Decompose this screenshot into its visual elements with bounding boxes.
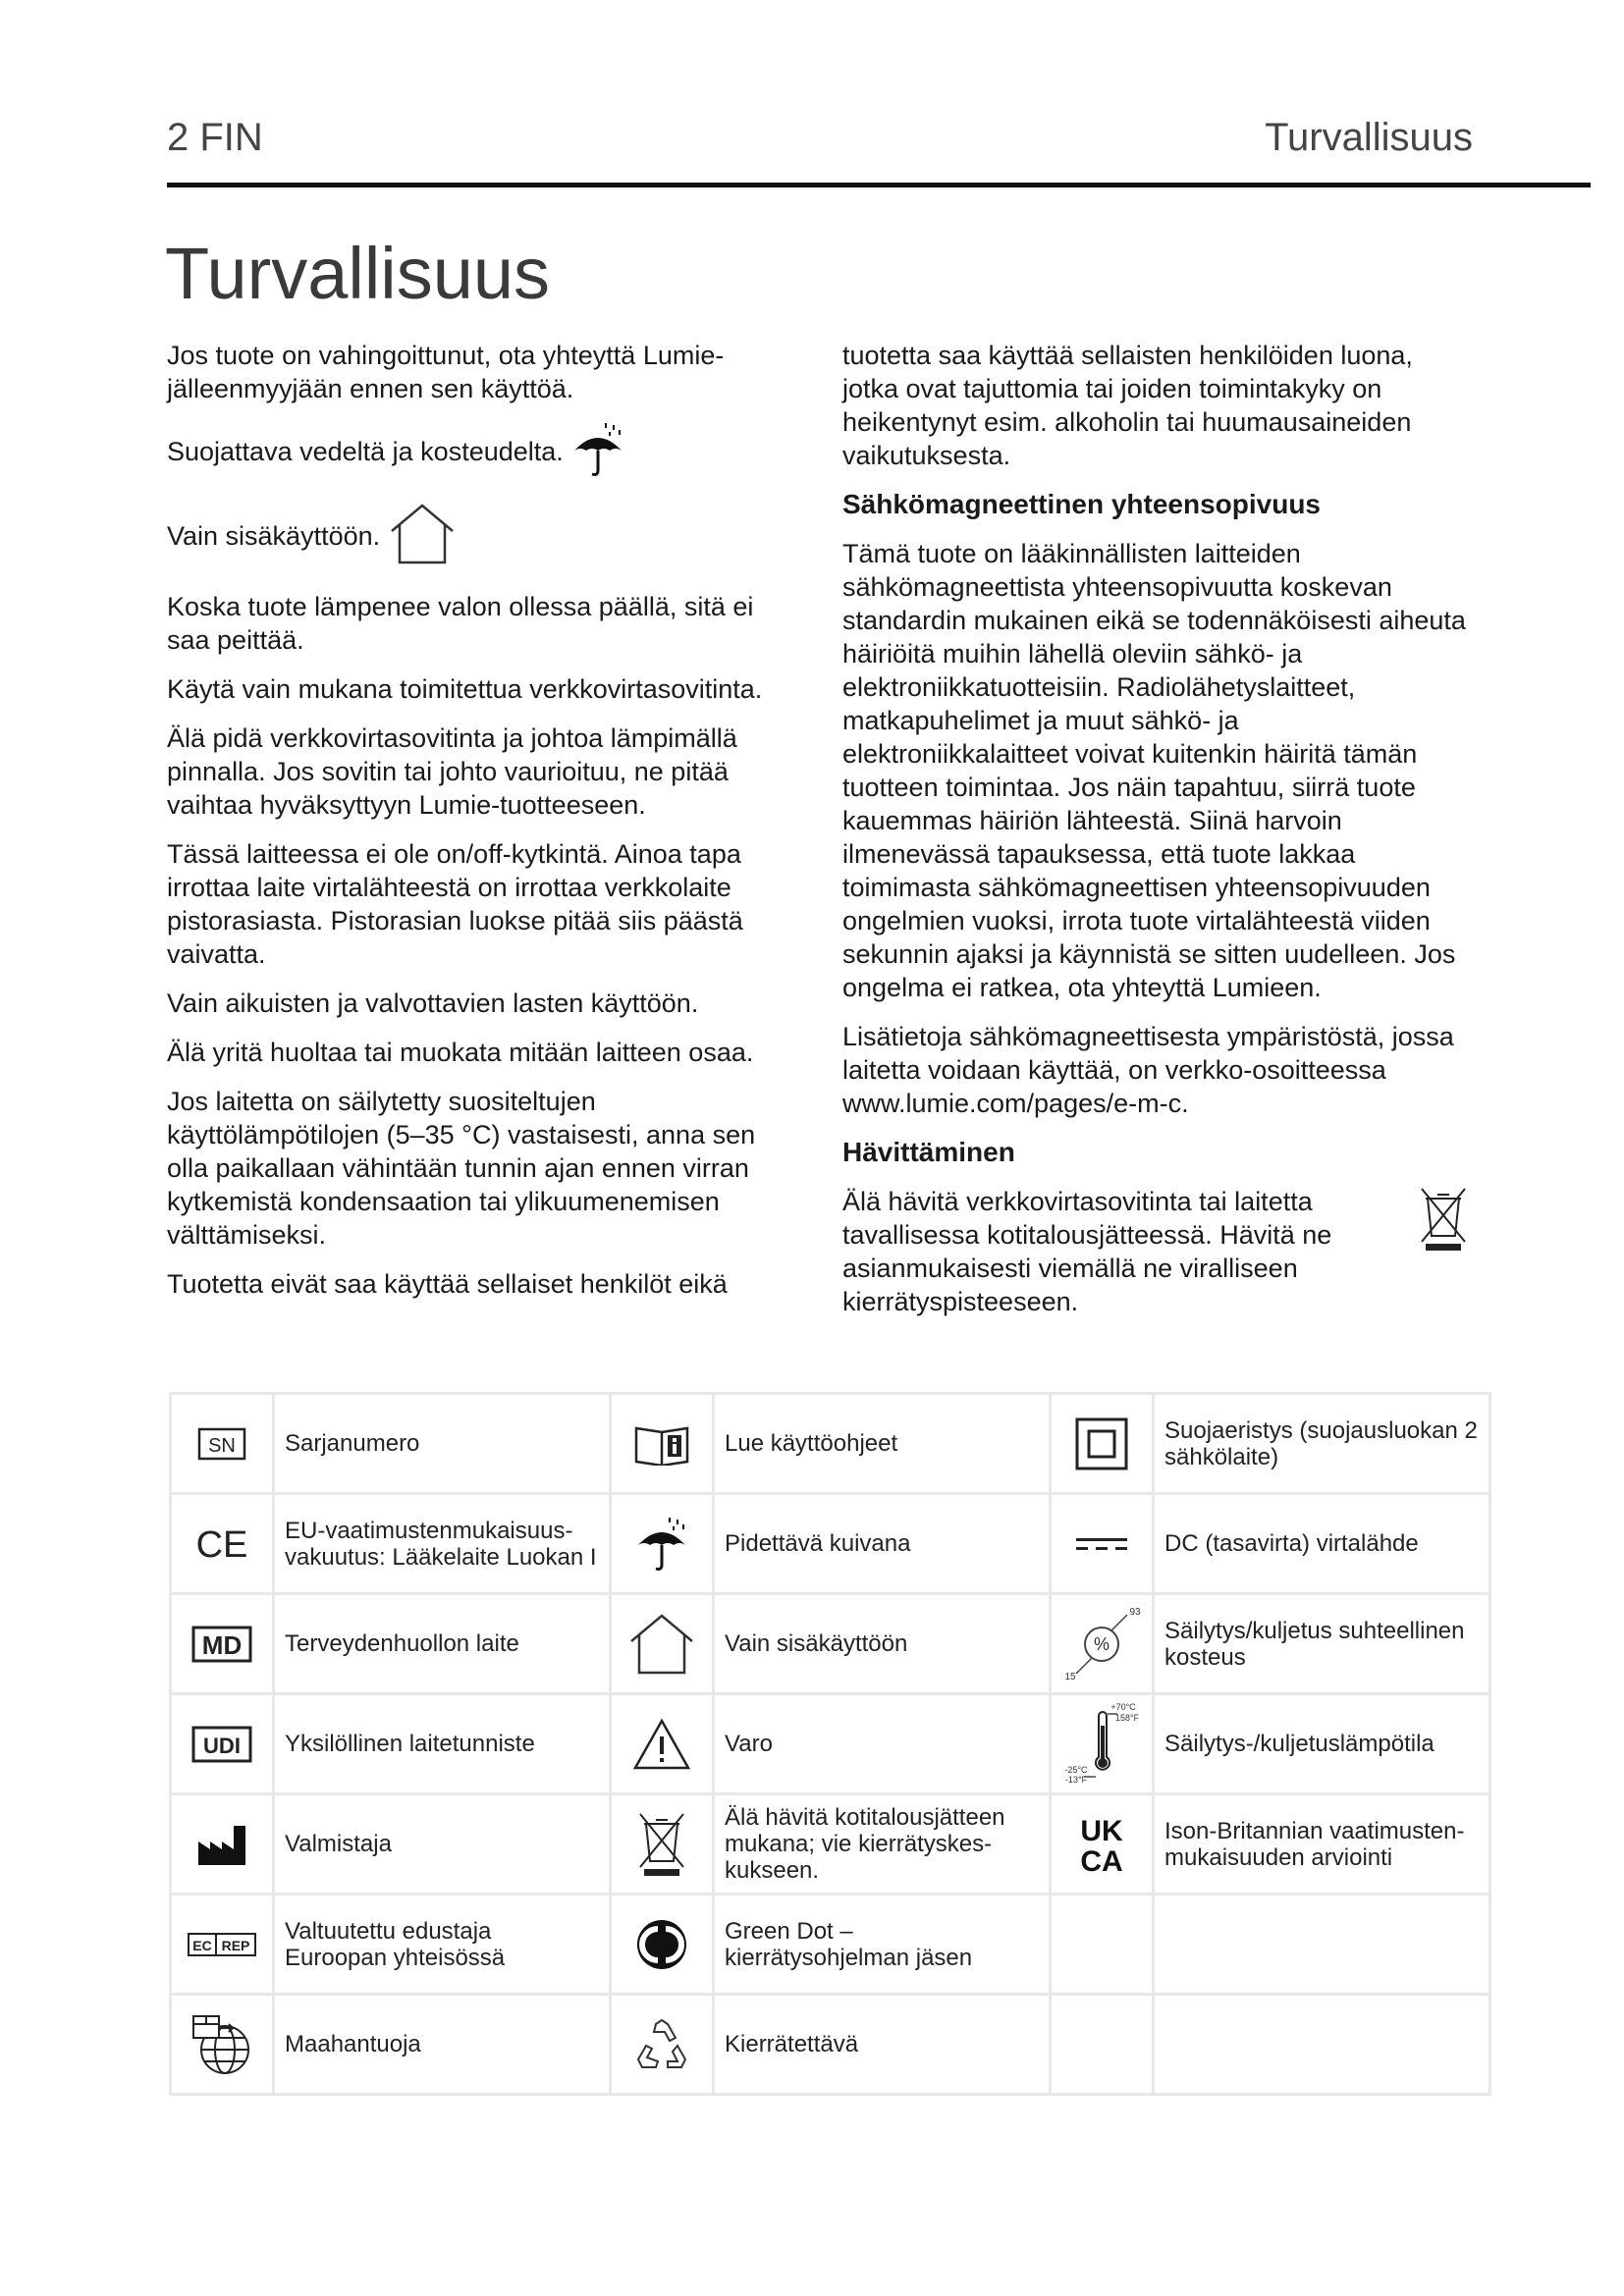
label-read-manual: Lue käyttöohjeet <box>714 1394 1051 1494</box>
caution-icon <box>631 1717 692 1772</box>
symbol-cell <box>171 1594 274 1694</box>
label-indoor-only: Vain sisäkäyttöön <box>714 1594 1051 1694</box>
page-title: Turvallisuus <box>165 233 551 314</box>
symbol-cell <box>611 1594 714 1694</box>
temp-min-c-text: -25°C <box>1064 1764 1088 1775</box>
right-column <box>842 339 1471 1318</box>
humidity-limit-icon <box>1062 1605 1141 1683</box>
green-dot-icon <box>634 1917 689 1972</box>
ec-rep-icon <box>187 1930 257 1959</box>
humidity-min-text: 15 <box>1064 1671 1076 1682</box>
ec-rep-right-text: REP <box>221 1937 250 1953</box>
humidity-percent-text: % <box>1093 1633 1110 1654</box>
empty-cell <box>1154 1995 1490 2095</box>
symbol-cell <box>171 1694 274 1794</box>
importer-icon <box>188 2010 256 2079</box>
symbol-cell <box>611 1794 714 1895</box>
label-dc-supply: DC (tasavirta) virtalähde <box>1154 1494 1490 1594</box>
udi-icon <box>191 1726 252 1763</box>
symbol-cell <box>1051 1394 1154 1494</box>
label-importer: Maahantuoja <box>274 1995 611 2095</box>
ukca-mark-icon <box>1074 1814 1129 1875</box>
label-manufacturer: Valmistaja <box>274 1794 611 1895</box>
empty-cell <box>1051 1995 1154 2095</box>
temperature-limit-icon <box>1062 1702 1141 1787</box>
double-insulation-icon <box>1074 1416 1129 1471</box>
paragraph-emc-info: Lisätietoja sähkömagneettisesta ympäristöstä, jossa laitetta voidaan käyttää, on verkko-osoitteessa www.lumie.com/pages/e-m-c. <box>842 1022 1454 1118</box>
symbol-cell <box>171 1895 274 1995</box>
house-icon <box>388 502 457 574</box>
table-row <box>171 1694 1490 1794</box>
paragraph-condensation: Jos laitetta on säilytetty suositeltujen käyttölämpötilojen (5–35 °C) vastaisesti, anna sen olla paikallaan vähintään tunnin ajan ennen virran kytkemistä kondensaation tai ylikuumenemisen välttämiseksi. <box>167 1087 756 1250</box>
label-ec-rep: Valtuutettu edustaja Euroopan yhteisössä <box>274 1895 611 1995</box>
label-caution: Varo <box>714 1694 1051 1794</box>
humidity-max-text: 93 <box>1129 1606 1141 1618</box>
label-weee: Älä hävitä kotitalousjätteen mukana; vie kierrätyskes-kukseen. <box>714 1794 1051 1895</box>
table-row <box>171 1995 1490 2095</box>
recyclable-icon <box>632 2016 691 2073</box>
table-row <box>171 1494 1490 1594</box>
paragraph-no-service: Älä yritä huoltaa tai muokata mitään laitteen osaa. <box>167 1038 754 1067</box>
table-row <box>171 1594 1490 1694</box>
paragraph-disposal <box>842 1185 1471 1318</box>
symbol-cell <box>611 1394 714 1494</box>
serial-number-icon <box>197 1427 246 1461</box>
dc-current-icon <box>1074 1534 1129 1554</box>
symbol-cell <box>171 1995 274 2095</box>
symbol-cell <box>1051 1594 1154 1694</box>
label-humidity: Säilytys/kuljetus suhteellinen kosteus <box>1154 1594 1490 1694</box>
symbol-cell <box>611 1895 714 1995</box>
ec-rep-left-text: EC <box>192 1937 212 1953</box>
medical-device-icon <box>191 1626 252 1663</box>
serial-number-badge-text: SN <box>208 1434 236 1457</box>
header-page-label: 2 FIN <box>167 116 263 159</box>
header-divider <box>167 183 1591 187</box>
symbol-cell <box>611 1694 714 1794</box>
heading-emc: Sähkömagneettinen yhteensopivuus <box>842 489 1321 519</box>
paragraph-damaged-product: Jos tuote on vahingoittunut, ota yhteyttä Lumie-jälleenmyyjään ennen sen käyttöä. <box>167 341 725 403</box>
temp-max-c-text: +70°C <box>1110 1701 1136 1712</box>
symbol-cell <box>611 1995 714 2095</box>
manual-book-icon <box>632 1422 691 1466</box>
paragraph-no-power-switch: Tässä laitteessa ei ole on/off-kytkintä. Ainoa tapa irrottaa laite virtalähteestä on irrottaa verkkolaite pistorasiasta. Pistorasian luokse pitää siis päästä vaivatta. <box>167 839 743 969</box>
paragraph-impaired-users-start: Tuotetta eivät saa käyttää sellaiset henkilöt eikä <box>167 1269 728 1299</box>
label-class-2: Suojaeristys (suojausluokan 2 sähkölaite) <box>1154 1394 1490 1494</box>
paragraph-adapter-warm-surface: Älä pidä verkkovirtasovitinta ja johtoa lämpimällä pinnalla. Jos sovitin tai johto vaurioituu, ne pitää vaihtaa hyväksyttyyn Lumie-tuotteeseen. <box>167 723 737 820</box>
indoor-only-text: Vain sisäkäyttöön. <box>167 521 381 552</box>
symbol-cell <box>1051 1494 1154 1594</box>
temp-min-f-text: -13°F <box>1064 1774 1088 1785</box>
label-ce: EU-vaatimustenmukaisuus-vakuutus: Lääkelaite Luokan I <box>274 1494 611 1594</box>
label-keep-dry: Pidettävä kuivana <box>714 1494 1051 1594</box>
keep-dry-icon <box>635 1516 688 1573</box>
temp-max-f-text: 158°F <box>1114 1712 1140 1723</box>
medical-device-badge-text: MD <box>201 1629 243 1660</box>
paragraph-impaired-users-cont: tuotetta saa käyttää sellaisten henkilöiden luona, jotka ovat tajuttomia tai joiden toimintakyky on heikentynyt esim. alkoholin tai huumausaineiden vaikutuksesta. <box>842 341 1413 470</box>
symbol-cell <box>171 1394 274 1494</box>
symbol-cell <box>171 1494 274 1594</box>
paragraph-do-not-cover: Koska tuote lämpenee valon ollessa päällä, sitä ei saa peittää. <box>167 592 754 655</box>
symbol-cell <box>611 1494 714 1594</box>
symbols-table <box>169 1392 1491 2096</box>
paragraph-emc: Tämä tuote on lääkinnällisten laitteiden sähkömagneettista yhteensopivuutta koskevan standardin mukainen eikä se todennäköisesti aiheuta häiriöitä muihin lähellä oleviin sähkö- ja elektroniikkatuotteisiin. Radiolähetyslaitteet, matkapuhelimet ja muut sähkö- ja elektroniikkalaitteet voivat kuitenkin häiritä tämän tuotteen toimintaa. Jos näin tapahtuu, siirrä tuote kauemmas häiriön lähteestä. Siinä harvoin ilmenevässä tapauksessa, että tuote lakkaa toimimasta sähkömagneettisen yhteensopivuuden ongelmien vuoksi, irrota tuote virtalähteestä viiden sekunnin ajaksi ja käynnistä se sitten uudelleen. Jos ongelma ei ratkea, ota yhteyttä Lumieen. <box>842 539 1466 1002</box>
empty-cell <box>1051 1895 1154 1995</box>
ce-mark-icon <box>194 1524 249 1564</box>
symbol-cell <box>1051 1794 1154 1895</box>
udi-badge-text: UDI <box>203 1733 241 1758</box>
umbrella-icon <box>571 421 624 486</box>
table-row <box>171 1794 1490 1895</box>
disposal-text: Älä hävitä verkkovirtasovitinta tai laitetta tavallisessa kotitalousjätteessä. Hävitä ne asianmukaisesti viemällä ne viralliseen kierrätyspisteeseen. <box>842 1187 1332 1316</box>
label-temperature: Säilytys-/kuljetuslämpötila <box>1154 1694 1490 1794</box>
symbol-cell <box>171 1794 274 1895</box>
protect-from-water-text: Suojattava vedeltä ja kosteudelta. <box>167 437 564 467</box>
label-green-dot: Green Dot – kierrätysohjelman jäsen <box>714 1895 1051 1995</box>
heading-disposal: Hävittäminen <box>842 1137 1015 1167</box>
ce-mark-text: CE <box>195 1523 248 1564</box>
left-column <box>167 339 795 1316</box>
manufacturer-icon <box>194 1822 249 1867</box>
ukca-top-text: UK <box>1080 1814 1123 1847</box>
label-serial-number: Sarjanumero <box>274 1394 611 1494</box>
table-row <box>171 1895 1490 1995</box>
indoor-house-icon <box>627 1612 696 1677</box>
empty-cell <box>1154 1895 1490 1995</box>
weee-icon <box>634 1810 689 1879</box>
label-udi: Yksilöllinen laitetunniste <box>274 1694 611 1794</box>
weee-bin-icon <box>1416 1185 1471 1261</box>
label-recyclable: Kierrätettävä <box>714 1995 1051 2095</box>
label-ukca: Ison-Britannian vaatimusten-mukaisuuden arviointi <box>1154 1794 1490 1895</box>
paragraph-supplied-adapter: Käytä vain mukana toimitettua verkkovirtasovitinta. <box>167 674 763 704</box>
table-row <box>171 1394 1490 1494</box>
header-section-label: Turvallisuus <box>1265 116 1473 159</box>
paragraph-indoor-only <box>167 502 795 574</box>
ukca-bottom-text: CA <box>1080 1844 1123 1875</box>
symbol-cell <box>1051 1694 1154 1794</box>
paragraph-adults-only: Vain aikuisten ja valvottavien lasten käyttöön. <box>167 988 699 1018</box>
paragraph-protect-from-water <box>167 421 795 486</box>
label-medical-device: Terveydenhuollon laite <box>274 1594 611 1694</box>
